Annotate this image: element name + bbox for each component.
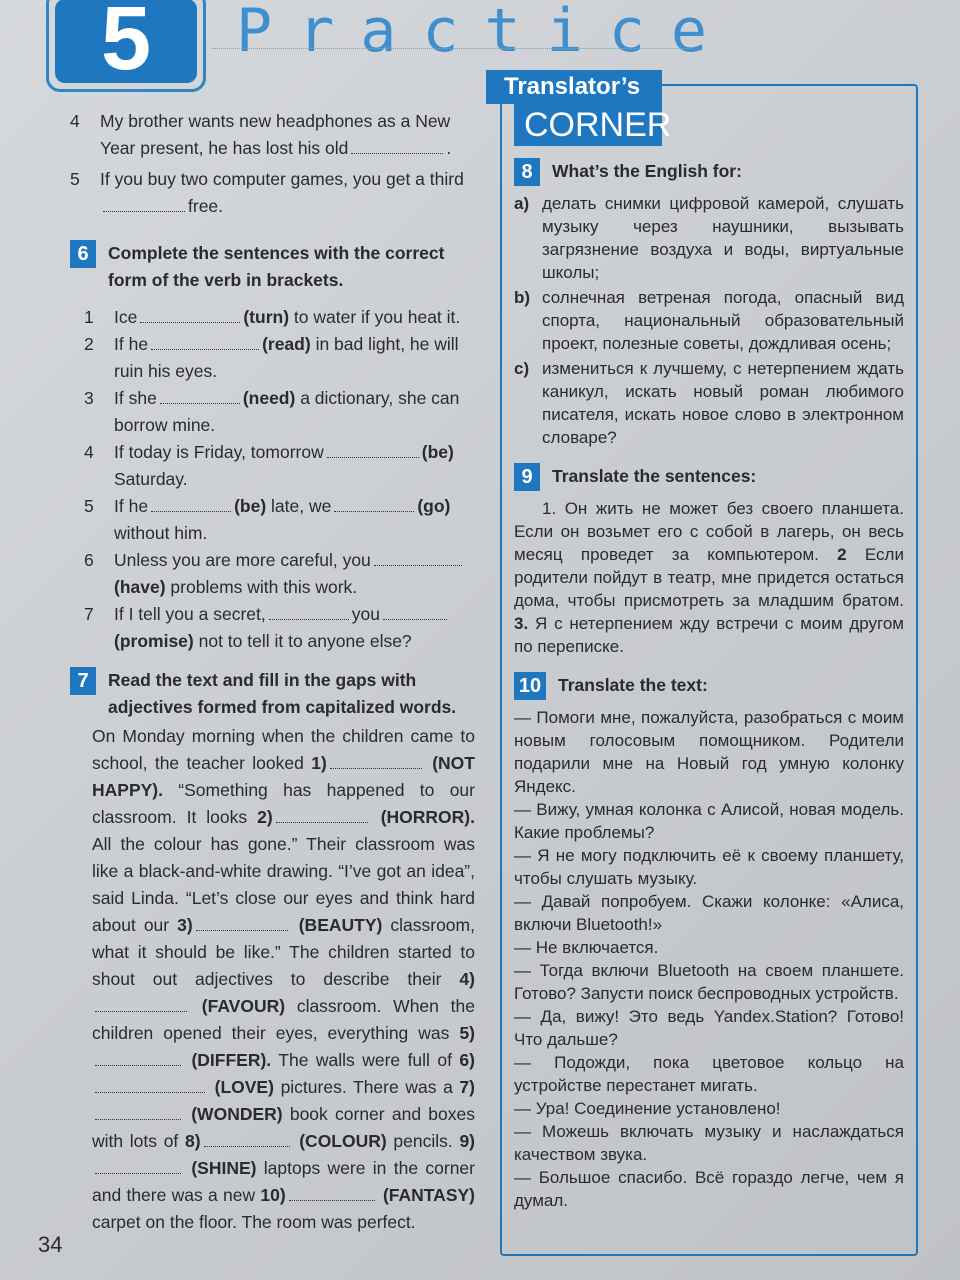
- capitalized-word: (FANTASY): [382, 1185, 475, 1205]
- item-text: not to tell it to anyone else?: [198, 631, 412, 651]
- dialog-line: — Я не могу подключить её к своему планшету, чтобы слушать музыку.: [514, 846, 904, 888]
- item-text: измениться к лучшему, с нетерпением ждать каникул, искать новый роман любимого писателя, искать новое слово в электронном словаре?: [542, 359, 904, 447]
- gap-number: 7): [459, 1077, 475, 1097]
- item-text: If she: [114, 388, 157, 408]
- verb-hint: (read): [262, 334, 311, 354]
- gap-number: 6): [459, 1050, 475, 1070]
- answer-gap[interactable]: [160, 403, 240, 404]
- verb-hint: (go): [417, 496, 451, 516]
- page-number: 34: [38, 1232, 63, 1257]
- exercise-9-header: [514, 463, 904, 491]
- gap-number: 5): [459, 1023, 475, 1043]
- answer-gap[interactable]: [103, 211, 185, 212]
- item-text: If I tell you a secret,: [114, 604, 266, 624]
- item-text: солнечная ветреная погода, опасный вид спорта, национальный образовательный проект, полезные советы, дождливая осень;: [542, 288, 904, 353]
- sentence-number: 2: [837, 545, 847, 564]
- exercise-10-dialog: [514, 706, 904, 1212]
- exercise-6-list: [70, 304, 475, 655]
- exercise-title: Read the text and fill in the gaps with adjectives formed from capitalized words.: [108, 670, 457, 717]
- item-text: Ice: [114, 307, 138, 327]
- corner-title: CORNER: [514, 104, 662, 146]
- verb-hint: (be): [421, 442, 454, 462]
- list-item: [514, 286, 904, 355]
- gap-number: 4): [459, 969, 475, 989]
- dialog-line: — Помоги мне, пожалуйста, разобраться с моим новым голосовым помощником. Родители подарили мне на Новый год умную колонку Яндекс.: [514, 708, 904, 796]
- right-column: [514, 150, 904, 1212]
- item-text: to water if you heat it.: [293, 307, 461, 327]
- answer-gap[interactable]: [269, 619, 349, 620]
- verb-hint: (promise): [114, 631, 194, 651]
- sentence-text: Я с нетерпением жду встречи с моим другом по переписке.: [514, 614, 904, 656]
- unit-badge: [46, 0, 206, 92]
- dialog-line: — Можешь включать музыку и наслаждаться качеством звука.: [514, 1122, 904, 1164]
- dialog-line: — Тогда включи Bluetooth на своем планшете. Готово? Запусти поиск беспроводных устройств.: [514, 961, 904, 1003]
- item-letter: b): [514, 288, 531, 307]
- passage-text: pictures. There was a: [280, 1077, 453, 1097]
- exercise-title: Translate the text:: [558, 675, 708, 695]
- item-text: Unless you are more careful, you: [114, 550, 371, 570]
- answer-gap[interactable]: [334, 511, 414, 512]
- exercise-title: Translate the sentences:: [552, 466, 757, 486]
- item-text: If he: [114, 496, 149, 516]
- answer-gap[interactable]: [95, 1065, 181, 1066]
- item-number: 2: [84, 334, 94, 354]
- page-title: Practice: [236, 0, 733, 66]
- verb-hint: (be): [234, 496, 267, 516]
- item-text-end: .: [446, 138, 452, 158]
- gap-number: 10): [260, 1185, 286, 1205]
- item-number: 5: [70, 169, 80, 189]
- answer-gap[interactable]: [330, 768, 422, 769]
- answer-gap[interactable]: [151, 511, 231, 512]
- verb-hint: (have): [114, 577, 166, 597]
- item-text: If today is Friday, tomorrow: [114, 442, 324, 462]
- capitalized-word: (COLOUR): [299, 1131, 387, 1151]
- item-text: My brother wants new headphones as a New Year present, he has lost his old: [100, 111, 451, 158]
- answer-gap[interactable]: [151, 349, 259, 350]
- passage-text: laptops were in the corner and there was a new: [92, 1158, 475, 1205]
- item-number: 3: [84, 388, 94, 408]
- list-item: [84, 439, 475, 493]
- answer-gap[interactable]: [289, 1200, 375, 1201]
- answer-gap[interactable]: [140, 322, 240, 323]
- answer-gap[interactable]: [327, 457, 419, 458]
- gap-number: 2): [257, 807, 273, 827]
- passage-text: book corner and boxes with lots of: [92, 1104, 475, 1151]
- answer-gap[interactable]: [351, 153, 443, 154]
- capitalized-word: (NOT HAPPY).: [92, 753, 475, 800]
- sentence-number: 1.: [542, 499, 557, 518]
- list-item: [84, 304, 475, 331]
- unit-number: 5: [55, 0, 197, 83]
- verb-hint: (need): [242, 388, 296, 408]
- passage-text: classroom, what it should be like.” The children started to shout out adjectives to describe their: [92, 915, 475, 989]
- dialog-line: — Да, вижу! Это ведь Yandex.Station? Готово! Что дальше?: [514, 1007, 904, 1049]
- list-item: [514, 357, 904, 449]
- answer-gap[interactable]: [383, 619, 447, 620]
- exercise-10-header: [514, 672, 904, 700]
- item-number: 1: [84, 307, 94, 327]
- item-number: 5: [84, 496, 94, 516]
- item-text: Saturday.: [114, 469, 188, 489]
- item-text-end: free.: [188, 196, 224, 216]
- dialog-line: — Ура! Соединение установлено!: [514, 1099, 781, 1118]
- left-column: [70, 100, 475, 1236]
- exercise-number-badge: 9: [514, 463, 540, 491]
- gap-number: 1): [311, 753, 327, 773]
- item-text: problems with this work.: [170, 577, 358, 597]
- answer-gap[interactable]: [196, 930, 288, 931]
- exercise-7-header: [70, 667, 475, 721]
- capitalized-word: (SHINE): [191, 1158, 257, 1178]
- header-divider: [212, 48, 692, 49]
- item-text: If he: [114, 334, 149, 354]
- exercise-number-badge: 7: [70, 667, 96, 695]
- list-item: [70, 166, 475, 220]
- capitalized-word: (LOVE): [214, 1077, 274, 1097]
- exercise-7-text: [70, 723, 475, 1236]
- passage-text: The walls were full of: [278, 1050, 452, 1070]
- answer-gap[interactable]: [374, 565, 462, 566]
- exercise-number-badge: 6: [70, 240, 96, 268]
- item-letter: a): [514, 194, 530, 213]
- list-item: [70, 108, 475, 162]
- answer-gap[interactable]: [95, 1092, 205, 1093]
- answer-gap[interactable]: [204, 1146, 290, 1147]
- item-text: If you buy two computer games, you get a third: [100, 169, 464, 189]
- capitalized-word: (FAVOUR): [201, 996, 286, 1016]
- list-item: [84, 493, 475, 547]
- list-item: [84, 331, 475, 385]
- gap-number: 9): [459, 1131, 475, 1151]
- dialog-line: — Не включается.: [514, 938, 659, 957]
- sentence-text: Он жить не может без своего планшета. Если он возьмет его с собой в лагерь, он весь месяц проведет за компьютером.: [514, 499, 904, 564]
- item-number: 7: [84, 604, 94, 624]
- dialog-line: — Большое спасибо. Всё гораздо легче, чем я думал.: [514, 1168, 904, 1210]
- sentence-text: Если родители пойдут в театр, мне придется остаться дома, чтобы присмотреть за младшим братом.: [514, 545, 904, 610]
- passage-text: All the colour has gone.” Their classroom was like a black-and-white drawing. “I’ve got an idea”, said Linda. “Let’s close our eyes and think hard about our: [92, 834, 475, 935]
- dialog-line: — Давай попробуем. Скажи колонке: «Алиса, включи Bluetooth!»: [514, 892, 904, 934]
- item-text: late, we: [271, 496, 332, 516]
- gap-number: 8): [184, 1131, 201, 1151]
- item-text: in bad light, he will ruin his eyes.: [114, 334, 459, 381]
- passage-text: pencils.: [393, 1131, 453, 1151]
- exercise-number-badge: 10: [514, 672, 546, 700]
- item-number: 4: [84, 442, 94, 462]
- list-item: [84, 601, 475, 655]
- exercise-title: What’s the English for:: [552, 161, 742, 181]
- list-item: [514, 192, 904, 284]
- passage-text: carpet on the floor. The room was perfect.: [92, 1212, 416, 1232]
- answer-gap[interactable]: [95, 1011, 187, 1012]
- item-number: 4: [70, 111, 80, 131]
- answer-gap[interactable]: [276, 822, 368, 823]
- exercise-number-badge: 8: [514, 158, 540, 186]
- item-text: делать снимки цифровой камерой, слушать музыку через наушники, вызывать загрязнение воздуха и воды, виртуальные школы;: [542, 194, 904, 282]
- exercise-title: Complete the sentences with the correct form of the verb in brackets.: [108, 243, 445, 290]
- exercise-6-header: [70, 240, 475, 294]
- dialog-line: — Подожди, пока цветовое кольцо на устройстве перестанет мигать.: [514, 1053, 904, 1095]
- gap-number: 3): [177, 915, 193, 935]
- answer-gap[interactable]: [95, 1119, 181, 1120]
- sentence-number: 3.: [514, 614, 529, 633]
- item-number: 6: [84, 550, 94, 570]
- passage-text: classroom. When the children opened their eyes, everything was: [92, 996, 475, 1043]
- capitalized-word: (WONDER): [191, 1104, 283, 1124]
- item-text: you: [351, 604, 380, 624]
- capitalized-word: (DIFFER).: [191, 1050, 272, 1070]
- dialog-line: — Вижу, умная колонка с Алисой, новая модель. Какие проблемы?: [514, 800, 904, 842]
- answer-gap[interactable]: [95, 1173, 181, 1174]
- item-letter: c): [514, 359, 530, 378]
- exercise-8-header: [514, 158, 904, 186]
- item-text: without him.: [114, 523, 208, 543]
- passage-text: On Monday morning when the children came to school, the teacher looked: [92, 726, 475, 773]
- passage-text: “Something has happened to our classroom. It looks: [92, 780, 475, 827]
- exercise-9-sentences: [514, 497, 904, 658]
- capitalized-word: (HORROR).: [380, 807, 475, 827]
- list-item: [84, 547, 475, 601]
- corner-tab-label: Translator’s: [486, 70, 662, 104]
- list-item: [84, 385, 475, 439]
- item-text: a dictionary, she can borrow mine.: [114, 388, 460, 435]
- verb-hint: (turn): [243, 307, 290, 327]
- capitalized-word: (BEAUTY): [298, 915, 383, 935]
